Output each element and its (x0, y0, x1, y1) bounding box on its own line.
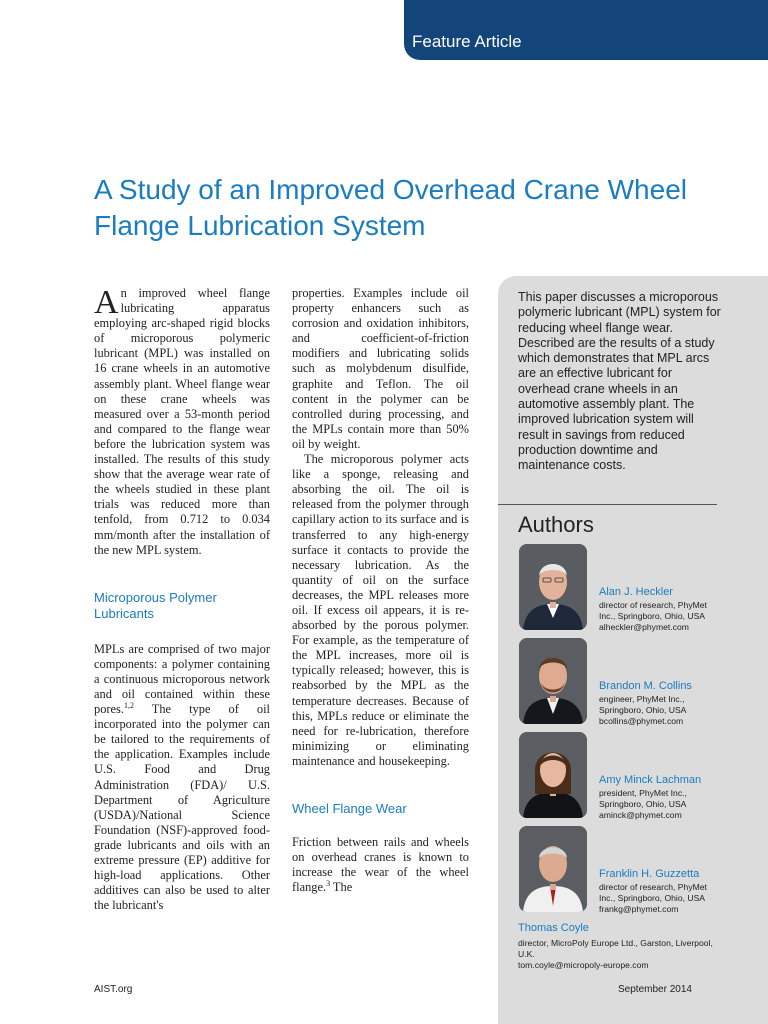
author-photo (519, 732, 587, 818)
feature-article-tab (404, 0, 768, 60)
author-info: engineer, PhyMet Inc., Springboro, Ohio, USA bcollins@phymet.com (599, 694, 687, 726)
author-portrait-icon (519, 544, 587, 630)
author-portrait-icon (519, 826, 587, 912)
body-paragraph: The microporous polymer acts like a sponge, releasing and absorbing the oil. The oil is released from the polymer through capillary action to its surface and is transferred to any high-energy surface it contacts to provide the necessary lubrication. As the quantity of oil on the surface decreases, the MPL releases more oil. If excess oil appears, it is re-absorbed by the porous polymer. For example, as the temperature of the MPL increases, more oil is typically released; however, this is reabsorbed by the MPL as the temperature decreases. Because of this, MPLs reduce or eliminate the need for re-lubrication, therefore minimizing or eliminating maintenance and housekeeping. (292, 452, 469, 768)
body-paragraph: MPLs are comprised of two major components: a polymer containing a continuous microporous network and oil contained within these pores.$^{1,2}$ The type of oil incorporated into the polymer can be tailored to the requirements of the application. Examples include U.S. Food and Drug Administration (FDA)/ U.S. Department of Agriculture (USDA)/National Science Foundation (NSF)-approved food-grade lubricants and oils with an extreme pressure (EP) additive for high-load applications. Other additives can also be used to alter the lubricant's (94, 641, 270, 913)
text-column-1 (94, 286, 270, 913)
author-name: Brandon M. Collins (599, 680, 692, 692)
author-info: director of research, PhyMet Inc., Springboro, Ohio, USA alheckler@phymet.com (599, 600, 707, 632)
authors-heading: Authors (518, 512, 594, 537)
body-paragraph: Friction between rails and wheels on overhead cranes is known to increase the wear of the wheel flange.$^3$ The (292, 835, 469, 895)
author-portrait-icon (519, 732, 587, 818)
author-name: Franklin H. Guzzetta (599, 868, 700, 880)
author-name: Thomas Coyle (518, 922, 589, 934)
subheading-wheel-flange: Wheel Flange Wear (292, 801, 407, 816)
author-photo (519, 544, 587, 630)
footer-site: AIST.org (94, 984, 133, 995)
author-info: president, PhyMet Inc., Springboro, Ohio, USA aminck@phymet.com (599, 788, 687, 820)
author-photo (519, 826, 587, 912)
author-name: Amy Minck Lachman (599, 774, 702, 786)
article-title: A Study of an Improved Overhead Crane Wheel Flange Lubrication System (94, 174, 687, 241)
author-name: Alan J. Heckler (599, 586, 673, 598)
section-label: Feature Article (412, 32, 522, 51)
divider (498, 504, 717, 505)
footer-date: September 2014 (618, 984, 692, 995)
drop-cap: A (94, 284, 119, 321)
author-portrait-icon (519, 638, 587, 724)
body-paragraph: properties. Examples include oil property enhancers such as corrosion and oxidation inhibitors, and coefficient-of-friction modifiers and lubricating solids such as molybdenum disulfide, graphite and Teflon. The oil content in the polymer can be controlled during processing, and the MPLs contain more than 50% oil by weight. (292, 286, 469, 451)
author-photo (519, 638, 587, 724)
author-info: director of research, PhyMet Inc., Springboro, Ohio, USA frankg@phymet.com (599, 882, 707, 914)
sidebar-panel (498, 276, 768, 1024)
author-info: director, MicroPoly Europe Ltd., Garston, Liverpool, U.K. tom.coyle@micropoly-europe.com (518, 938, 713, 970)
abstract: This paper discusses a microporous polymeric lubricant (MPL) system for reducing wheel flange wear. Described are the results of a study which demonstrates that MPL arcs are an effective lubricant for overhead crane wheels in an automotive assembly plant. The improved lubrication system will result in savings from reduced production downtime and maintenance costs. (518, 290, 721, 473)
subheading-microporous: Microporous Polymer Lubricants (94, 589, 217, 621)
text-column-2 (292, 286, 469, 895)
intro-paragraph: An improved wheel flange lubricating apparatus employing arc-shaped rigid blocks of microporous polymeric lubricant (MPL) was installed on 16 crane wheels in an automotive assembly plant. Wheel flange wear on these crane wheels was measured over a 53-month period and compared to the flange wear before the lubrication system was installed. The results of this study show that the average wear rate of the wheels studied in these plant trials was reduced more than tenfold, from 0.712 to 0.034 mm/month after the installation of the new MPL system. (94, 284, 270, 557)
